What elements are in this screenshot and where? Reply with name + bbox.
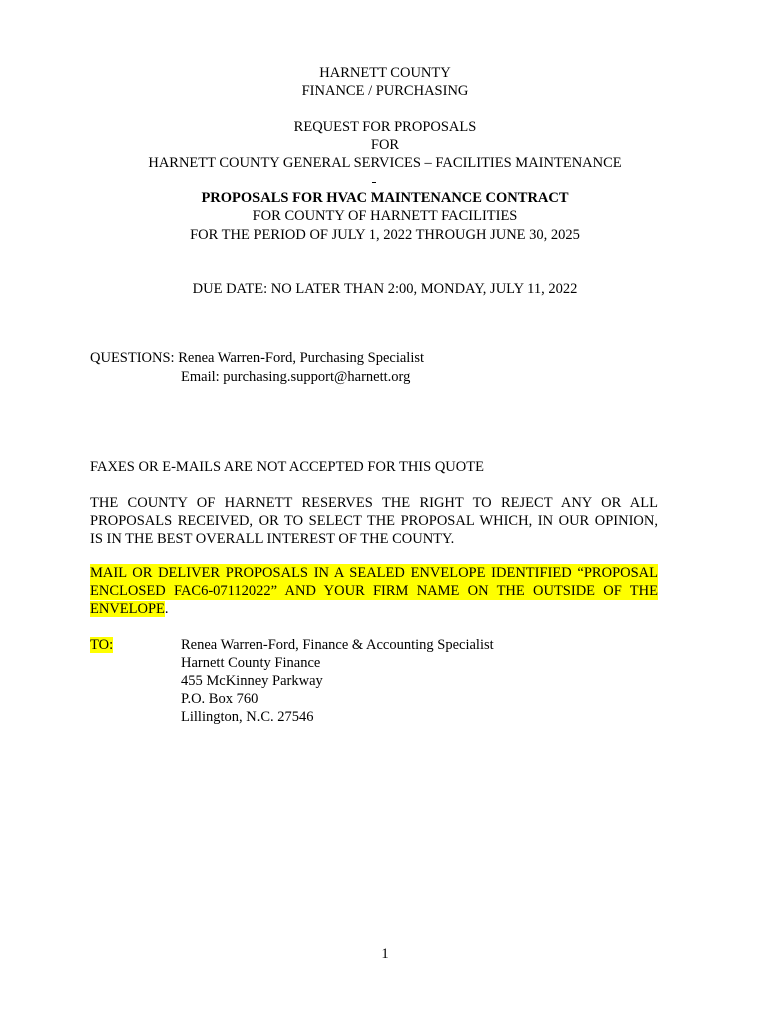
- questions-email: Email: purchasing.support@harnett.org: [181, 369, 411, 385]
- header-for: FOR: [370, 137, 400, 153]
- address-line: P.O. Box 760: [181, 691, 259, 707]
- reservation-line: PROPOSALS RECEIVED, OR TO SELECT THE PROPOSAL WHICH, IN OUR OPINION,: [90, 513, 658, 529]
- mail-instructions-line: ENVELOPE: [90, 601, 165, 617]
- mail-instructions-line: ENCLOSED FAC6-07112022” AND YOUR FIRM NAME ON THE OUTSIDE OF THE: [90, 583, 658, 599]
- header-division: HARNETT COUNTY GENERAL SERVICES – FACILITIES MAINTENANCE: [148, 155, 622, 171]
- due-date: DUE DATE: NO LATER THAN 2:00, MONDAY, JULY 11, 2022: [192, 281, 578, 297]
- questions-contact: QUESTIONS: Renea Warren-Ford, Purchasing Specialist: [90, 350, 425, 366]
- mail-instructions-paragraph: [90, 564, 658, 618]
- header-county: HARNETT COUNTY: [319, 65, 451, 81]
- stray-mark: [372, 182, 376, 183]
- reservation-line: IS IN THE BEST OVERALL INTEREST OF THE COUNTY.: [90, 531, 455, 547]
- header-rfp: REQUEST FOR PROPOSALS: [293, 119, 477, 135]
- to-label: TO:: [90, 637, 114, 653]
- address-line: Lillington, N.C. 27546: [181, 709, 314, 725]
- title-subline-period: FOR THE PERIOD OF JULY 1, 2022 THROUGH JUNE 30, 2025: [190, 227, 580, 243]
- reservation-paragraph: [90, 494, 658, 548]
- document-title: PROPOSALS FOR HVAC MAINTENANCE CONTRACT: [201, 190, 569, 206]
- address-line: 455 McKinney Parkway: [181, 673, 323, 689]
- page-number: 1: [381, 946, 389, 962]
- header-department: FINANCE / PURCHASING: [301, 83, 469, 99]
- reservation-line: THE COUNTY OF HARNETT RESERVES THE RIGHT TO REJECT ANY OR ALL: [90, 495, 658, 511]
- fax-notice: FAXES OR E-MAILS ARE NOT ACCEPTED FOR THIS QUOTE: [90, 459, 484, 475]
- address-line: Harnett County Finance: [181, 655, 321, 671]
- title-subline-facilities: FOR COUNTY OF HARNETT FACILITIES: [252, 208, 518, 224]
- address-block: [181, 636, 494, 726]
- mail-instructions-period: .: [164, 601, 169, 617]
- address-line: Renea Warren-Ford, Finance & Accounting Specialist: [181, 637, 494, 653]
- mail-instructions-line: MAIL OR DELIVER PROPOSALS IN A SEALED ENVELOPE IDENTIFIED “PROPOSAL: [90, 565, 658, 581]
